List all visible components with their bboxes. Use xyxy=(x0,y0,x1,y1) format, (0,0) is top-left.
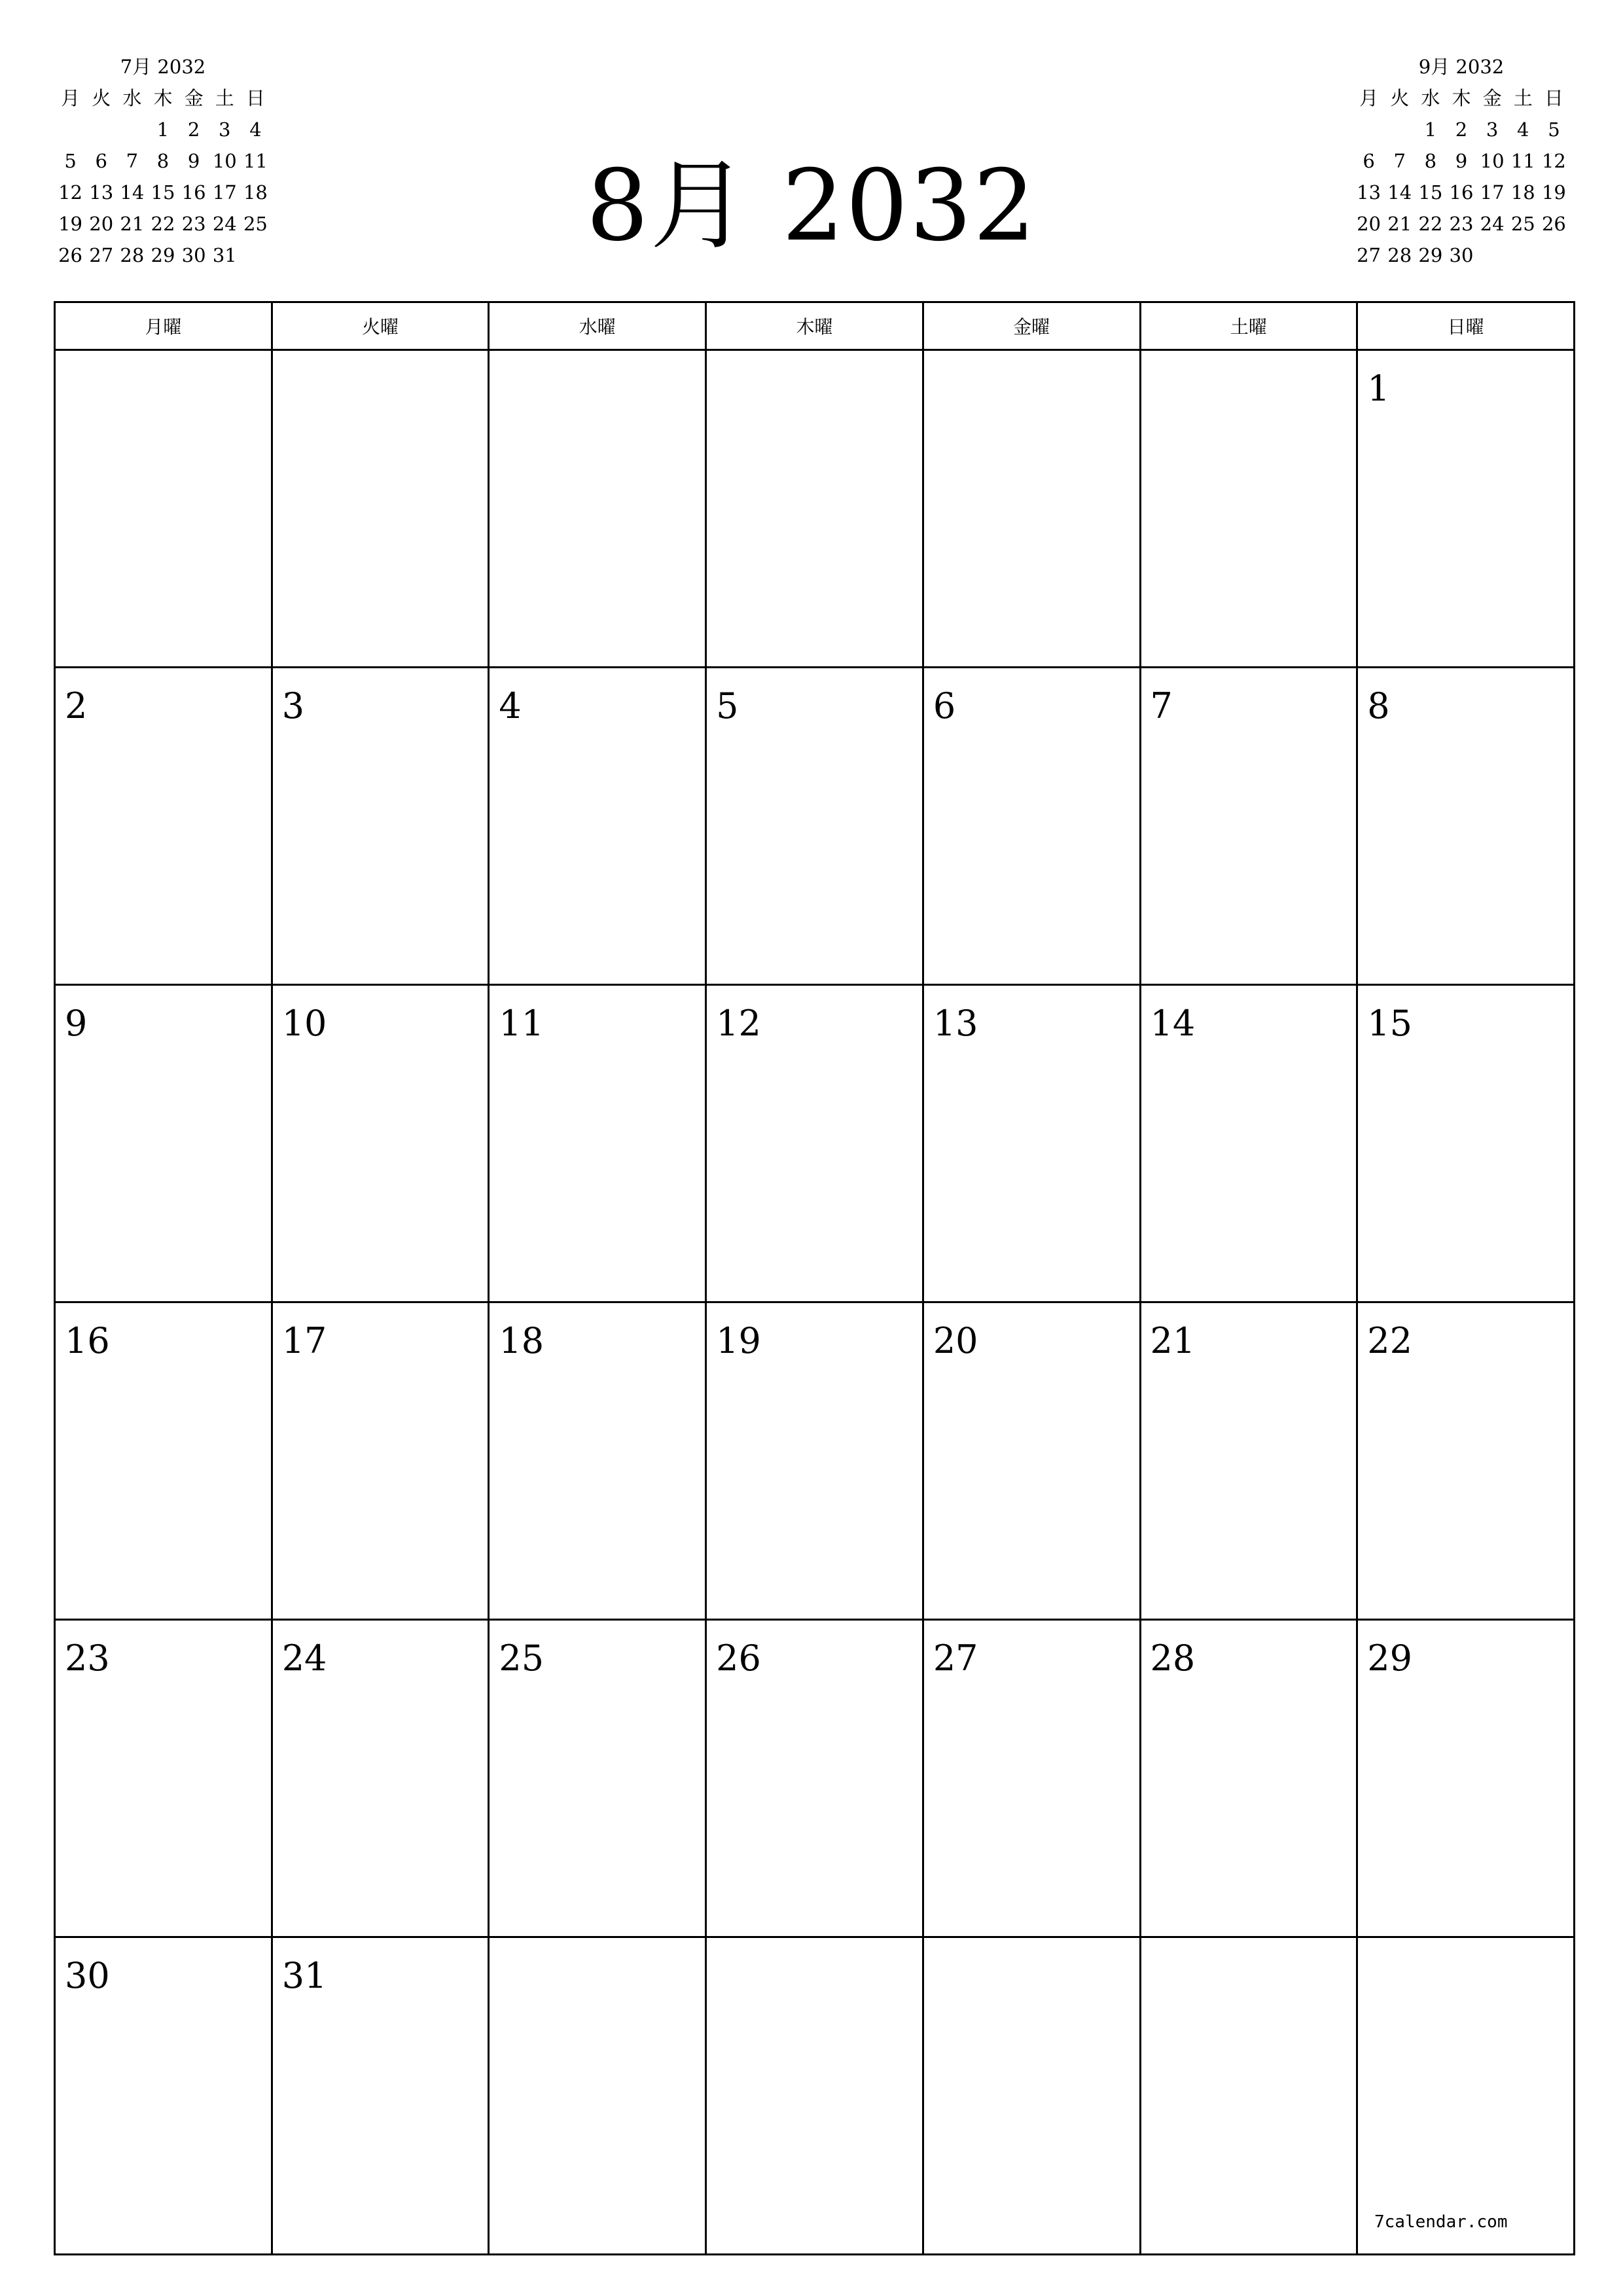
prev-weekday: 木 xyxy=(153,87,173,109)
next-month-weekday-row xyxy=(1353,82,1569,114)
weekday-header: 木曜 xyxy=(706,302,923,350)
next-day: 22 xyxy=(1418,213,1443,235)
next-month-title: 9月 2032 xyxy=(1418,56,1505,78)
day-cell[interactable] xyxy=(923,1302,1140,1620)
day-cell[interactable] xyxy=(272,1620,489,1937)
next-day xyxy=(1353,114,1384,145)
day-number: 3 xyxy=(281,685,305,726)
day-number: 9 xyxy=(65,1003,88,1044)
next-weekday: 日 xyxy=(1544,87,1563,109)
next-week-row xyxy=(1353,145,1569,177)
day-cell[interactable] xyxy=(272,1302,489,1620)
next-day: 26 xyxy=(1541,213,1566,235)
next-day: 10 xyxy=(1480,150,1505,172)
prev-day: 11 xyxy=(243,150,268,172)
prev-day: 28 xyxy=(120,244,145,266)
day-cell[interactable] xyxy=(923,668,1140,985)
next-week-row xyxy=(1353,114,1569,145)
next-day: 8 xyxy=(1424,150,1437,172)
day-cell[interactable] xyxy=(55,1302,272,1620)
page-title: 8月 2032 xyxy=(586,149,1037,263)
prev-day: 22 xyxy=(151,213,175,235)
next-month-table xyxy=(1353,82,1569,271)
day-number xyxy=(924,1938,1139,1956)
day-number xyxy=(1141,351,1357,369)
next-day: 2 xyxy=(1455,118,1468,141)
day-number: 27 xyxy=(933,1638,978,1679)
day-cell[interactable] xyxy=(55,985,272,1302)
next-weekday: 土 xyxy=(1513,87,1533,109)
day-cell[interactable] xyxy=(489,350,706,668)
next-day: 11 xyxy=(1510,150,1535,172)
next-day: 29 xyxy=(1418,244,1443,266)
day-number: 11 xyxy=(499,1003,544,1044)
day-number: 23 xyxy=(65,1638,110,1679)
day-cell[interactable] xyxy=(55,668,272,985)
next-weekday: 月 xyxy=(1359,87,1379,109)
next-day: 17 xyxy=(1480,181,1505,204)
day-number: 5 xyxy=(716,685,739,726)
day-cell[interactable] xyxy=(706,1620,923,1937)
week-row xyxy=(55,350,1575,668)
day-cell[interactable] xyxy=(706,1302,923,1620)
next-day xyxy=(1477,240,1508,271)
day-cell[interactable] xyxy=(1357,985,1575,1302)
prev-day: 27 xyxy=(89,244,114,266)
prev-weekday: 土 xyxy=(215,87,234,109)
prev-day: 13 xyxy=(89,181,114,204)
day-cell[interactable] xyxy=(1357,1302,1575,1620)
day-cell[interactable] xyxy=(489,668,706,985)
next-day: 21 xyxy=(1387,213,1412,235)
day-cell[interactable] xyxy=(272,985,489,1302)
day-cell[interactable] xyxy=(55,1620,272,1937)
day-number: 22 xyxy=(1367,1320,1412,1361)
day-cell[interactable] xyxy=(706,985,923,1302)
next-weekday: 水 xyxy=(1421,87,1440,109)
day-cell[interactable] xyxy=(706,350,923,668)
day-number: 17 xyxy=(281,1320,327,1361)
prev-day: 5 xyxy=(64,150,77,172)
day-cell[interactable] xyxy=(1140,668,1357,985)
day-cell[interactable] xyxy=(489,1937,706,2255)
weekday-header: 月曜 xyxy=(55,302,272,350)
month-grid xyxy=(54,301,1575,2255)
day-number: 25 xyxy=(499,1638,544,1679)
day-cell[interactable] xyxy=(489,985,706,1302)
prev-weekday: 火 xyxy=(92,87,111,109)
next-month-calendar xyxy=(1353,51,1569,271)
next-month-days xyxy=(1353,114,1569,271)
day-cell[interactable] xyxy=(489,1620,706,1937)
prev-day: 26 xyxy=(58,244,83,266)
next-day: 19 xyxy=(1541,181,1566,204)
next-day: 13 xyxy=(1357,181,1382,204)
prev-day: 15 xyxy=(151,181,175,204)
prev-day: 20 xyxy=(89,213,114,235)
prev-month-title: 7月 2032 xyxy=(120,56,206,78)
day-cell[interactable] xyxy=(1357,1937,1575,2255)
prev-day: 12 xyxy=(58,181,83,204)
next-day: 15 xyxy=(1418,181,1443,204)
day-cell[interactable] xyxy=(1140,1937,1357,2255)
day-number xyxy=(707,1938,922,1956)
day-number xyxy=(707,351,922,369)
next-day: 30 xyxy=(1449,244,1474,266)
day-cell[interactable] xyxy=(272,350,489,668)
day-number: 19 xyxy=(716,1320,761,1361)
day-number: 2 xyxy=(65,685,88,726)
next-day: 20 xyxy=(1357,213,1382,235)
next-day: 25 xyxy=(1510,213,1535,235)
day-number: 26 xyxy=(716,1638,761,1679)
next-day: 1 xyxy=(1424,118,1437,141)
prev-day: 3 xyxy=(219,118,231,141)
weekday-header: 日曜 xyxy=(1357,302,1575,350)
day-number: 8 xyxy=(1367,685,1390,726)
day-number: 13 xyxy=(933,1003,978,1044)
day-number: 16 xyxy=(65,1320,110,1361)
day-cell[interactable] xyxy=(923,1620,1140,1937)
day-number: 10 xyxy=(281,1003,327,1044)
next-day xyxy=(1539,240,1569,271)
next-week-row xyxy=(1353,177,1569,208)
day-cell[interactable] xyxy=(923,350,1140,668)
prev-weekday: 日 xyxy=(245,87,265,109)
day-number: 14 xyxy=(1150,1003,1196,1044)
prev-day: 9 xyxy=(187,150,200,172)
next-weekday: 木 xyxy=(1452,87,1471,109)
next-day: 24 xyxy=(1480,213,1505,235)
day-cell[interactable] xyxy=(1140,350,1357,668)
prev-day: 2 xyxy=(187,118,200,141)
prev-day: 14 xyxy=(120,181,145,204)
day-cell[interactable] xyxy=(55,1937,272,2255)
prev-day: 10 xyxy=(212,150,237,172)
prev-day: 7 xyxy=(126,150,139,172)
next-day: 12 xyxy=(1541,150,1566,172)
next-day: 23 xyxy=(1449,213,1474,235)
prev-weekday: 月 xyxy=(61,87,80,109)
day-number: 24 xyxy=(281,1638,327,1679)
site-credit: 7calendar.com xyxy=(1374,2212,1508,2232)
prev-weekday: 金 xyxy=(184,87,204,109)
day-number xyxy=(1141,1938,1357,1956)
next-day: 9 xyxy=(1455,150,1468,172)
day-number: 12 xyxy=(716,1003,761,1044)
next-weekday: 火 xyxy=(1390,87,1410,109)
day-number: 4 xyxy=(499,685,522,726)
day-number: 20 xyxy=(933,1320,978,1361)
prev-weekday: 水 xyxy=(122,87,142,109)
next-day: 14 xyxy=(1387,181,1412,204)
day-number xyxy=(273,351,488,369)
day-cell[interactable] xyxy=(1357,668,1575,985)
day-cell[interactable] xyxy=(1140,1620,1357,1937)
day-cell[interactable] xyxy=(1140,1302,1357,1620)
day-cell[interactable] xyxy=(1357,1620,1575,1937)
next-day: 6 xyxy=(1363,150,1375,172)
day-cell[interactable] xyxy=(923,985,1140,1302)
day-number xyxy=(1358,1938,1573,1956)
next-day xyxy=(1508,240,1539,271)
day-cell[interactable] xyxy=(55,350,272,668)
next-week-row xyxy=(1353,208,1569,240)
day-number: 31 xyxy=(281,1955,327,1996)
next-day: 7 xyxy=(1393,150,1406,172)
prev-day: 8 xyxy=(156,150,169,172)
day-number: 21 xyxy=(1150,1320,1196,1361)
next-day: 16 xyxy=(1449,181,1474,204)
week-row xyxy=(55,1302,1575,1620)
prev-day: 1 xyxy=(156,118,169,141)
day-number: 30 xyxy=(65,1955,110,1996)
day-number: 28 xyxy=(1150,1638,1196,1679)
prev-day: 21 xyxy=(120,213,145,235)
weekday-header: 土曜 xyxy=(1140,302,1357,350)
day-cell[interactable] xyxy=(272,668,489,985)
prev-day: 31 xyxy=(212,244,237,266)
day-cell[interactable] xyxy=(923,1937,1140,2255)
day-cell[interactable] xyxy=(706,668,923,985)
prev-day: 16 xyxy=(181,181,206,204)
week-row xyxy=(55,1937,1575,2255)
next-day: 5 xyxy=(1548,118,1560,141)
prev-day: 29 xyxy=(151,244,175,266)
next-day: 28 xyxy=(1387,244,1412,266)
day-cell[interactable] xyxy=(489,1302,706,1620)
next-day: 27 xyxy=(1357,244,1382,266)
day-number: 6 xyxy=(933,685,956,726)
next-day xyxy=(1384,114,1415,145)
weekday-header: 火曜 xyxy=(272,302,489,350)
weekday-header: 水曜 xyxy=(489,302,706,350)
week-row xyxy=(55,985,1575,1302)
week-row xyxy=(55,668,1575,985)
prev-day: 24 xyxy=(212,213,237,235)
day-cell[interactable] xyxy=(272,1937,489,2255)
day-number: 29 xyxy=(1367,1638,1412,1679)
prev-day: 17 xyxy=(212,181,237,204)
next-weekday: 金 xyxy=(1482,87,1502,109)
prev-day: 19 xyxy=(58,213,83,235)
prev-day: 25 xyxy=(243,213,268,235)
prev-month-weekday-row xyxy=(55,82,271,114)
month-days xyxy=(55,350,1575,2255)
day-cell[interactable] xyxy=(706,1937,923,2255)
day-number xyxy=(490,1938,705,1956)
day-cell[interactable] xyxy=(1357,350,1575,668)
day-number: 1 xyxy=(1367,368,1390,409)
weekday-header: 金曜 xyxy=(923,302,1140,350)
week-row xyxy=(55,1620,1575,1937)
prev-day: 4 xyxy=(249,118,262,141)
next-week-row xyxy=(1353,240,1569,271)
prev-day: 6 xyxy=(95,150,107,172)
day-cell[interactable] xyxy=(1140,985,1357,1302)
day-number: 18 xyxy=(499,1320,544,1361)
prev-day: 30 xyxy=(181,244,206,266)
next-day: 3 xyxy=(1486,118,1499,141)
day-number xyxy=(924,351,1139,369)
day-number: 15 xyxy=(1367,1003,1412,1044)
day-number xyxy=(56,351,271,369)
weekday-header-row xyxy=(55,302,1575,350)
prev-day: 23 xyxy=(181,213,206,235)
next-day: 18 xyxy=(1510,181,1535,204)
next-day: 4 xyxy=(1517,118,1529,141)
day-number xyxy=(490,351,705,369)
prev-day: 18 xyxy=(243,181,268,204)
day-number: 7 xyxy=(1150,685,1173,726)
